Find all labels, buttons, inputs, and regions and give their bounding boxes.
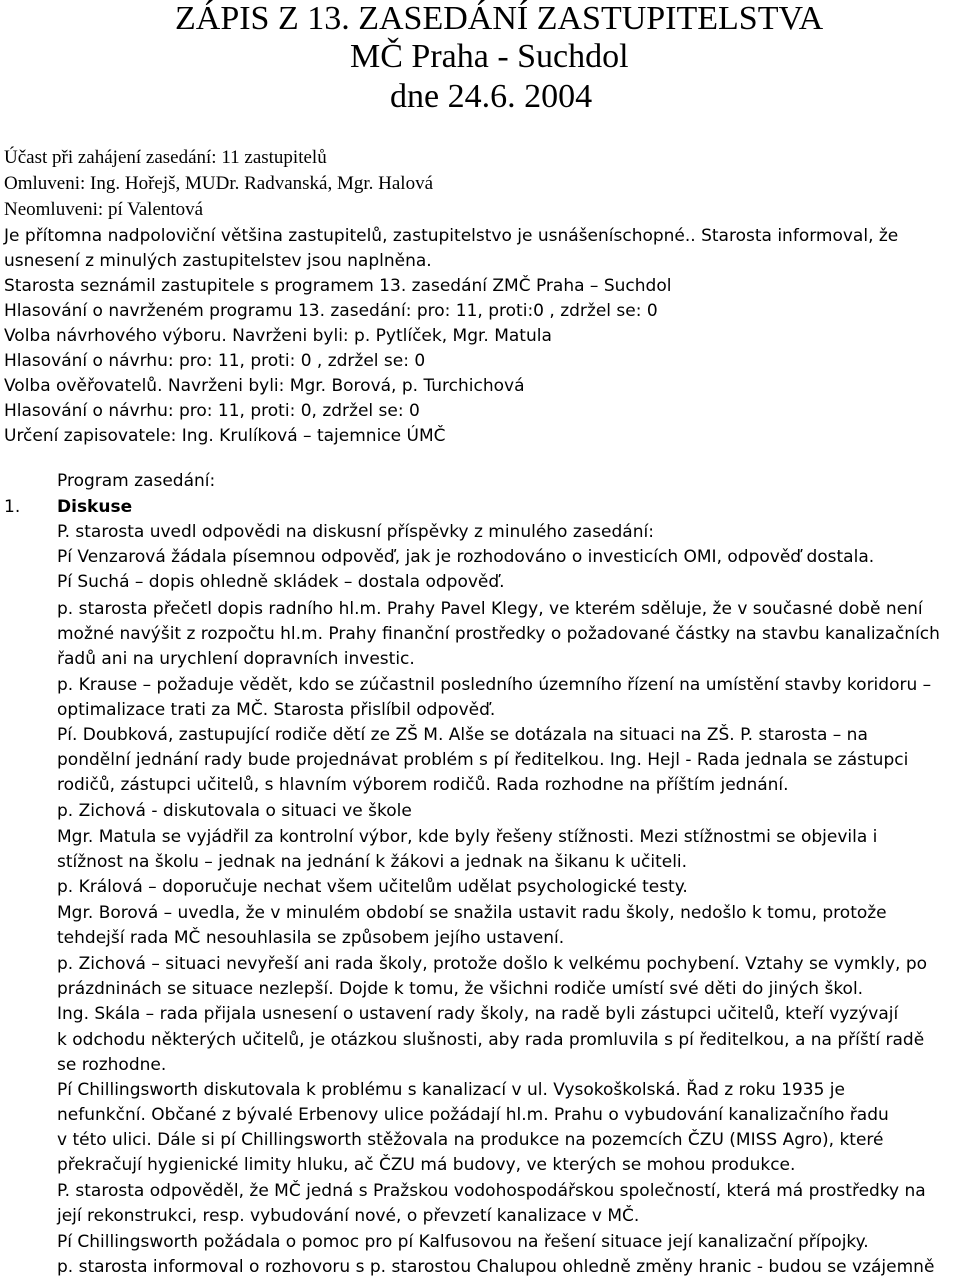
committee-election-line: Volba návrhového výboru. Navrženi byli: p. Pytlíček, Mgr. Matula [4, 326, 552, 346]
body-line: P. starosta uvedl odpovědi na diskusní příspěvky z minulého zasedání: [57, 522, 654, 542]
recorder-line: Určení zapisovatele: Ing. Krulíková – tajemnice ÚMČ [4, 426, 446, 446]
body-line: p. Zichová – situaci nevyřeší ani rada školy, protože došlo k velkému pochybení. Vztahy se vymkly, po [57, 954, 928, 974]
body-line: Mgr. Matula se vyjádřil za kontrolní výbor, kde byly řešeny stížnosti. Mezi stížnostmi se objevila i [57, 827, 878, 847]
title-line-1: ZÁPIS Z 13. ZASEDÁNÍ ZASTUPITELSTVA [175, 0, 824, 37]
body-line: p. starosta informoval o rozhovoru s p. starostou Chalupou ohledně změny hranic - budou se vzájemně [57, 1257, 935, 1277]
excused-line: Omluveni: Ing. Hořejš, MUDr. Radvanská, Mgr. Halová [4, 173, 434, 194]
program-intro-line: Starosta seznámil zastupitele s programem 13. zasedání ZMČ Praha – Suchdol [4, 276, 672, 296]
body-line: Pí. Doubková, zastupující rodiče dětí ze ZŠ M. Alše se dotázala na situaci na ZŠ. P. starosta – na [57, 725, 868, 745]
body-line: Mgr. Borová – uvedla, že v minulém období se snažila ustavit radu školy, nedošlo k tomu, protože [57, 903, 887, 923]
program-vote-line: Hlasování o navrženém programu 13. zasedání: pro: 11, proti:0 , zdržel se: 0 [4, 301, 658, 321]
body-line: P. starosta odpověděl, že MČ jedná s Pražskou vodohospodářskou společností, která má prostředky na [57, 1181, 926, 1201]
unexcused-line: Neomluveni: pí Valentová [4, 199, 204, 220]
quorum-line-cont: usnesení z minulých zastupitelstev jsou naplněna. [4, 251, 432, 271]
body-line: Pí Suchá – dopis ohledně skládek – dostala odpověď. [57, 572, 505, 592]
body-line: p. Krause – požaduje vědět, kdo se zúčastnil posledního územního řízení na umístění stavby koridoru – [57, 675, 932, 695]
body-line: p. Zichová - diskutovala o situaci ve škole [57, 801, 412, 821]
body-line: nefunkční. Občané z bývalé Erbenovy ulice požádají hl.m. Prahu o vybudování kanalizačního řadu [57, 1105, 889, 1125]
body-line: p. Králová – doporučuje nechat všem učitelům udělat psychologické testy. [57, 877, 688, 897]
body-line: se rozhodne. [57, 1055, 167, 1075]
body-line: řadů ani na urychlení dopravních investic. [57, 649, 415, 669]
body-line: Pí Chillingsworth diskutovala k problému s kanalizací v ul. Vysokoškolská. Řad z roku 1935 je [57, 1080, 845, 1100]
body-line: stížnost na školu – jednak na jednání k žákovi a jednak na šikanu k učiteli. [57, 852, 688, 872]
body-line: prázdninách se situace nezlepší. Dojde k tomu, že všichni rodiče umístí své děti do jiných škol. [57, 979, 864, 999]
verifiers-election-line: Volba ověřovatelů. Navrženi byli: Mgr. Borová, p. Turchichová [4, 376, 525, 396]
body-line: rodičů, zástupci učitelů, s hlavním výborem rodičů. Rada rozhodne na příštím jednání. [57, 775, 789, 795]
program-label: Program zasedání: [57, 471, 216, 491]
body-line: v této ulici. Dále si pí Chillingsworth stěžovala na produkce na pozemcích ČZU (MISS Agro), které [57, 1130, 884, 1150]
body-line: Ing. Skála – rada přijala usnesení o ustavení rady školy, na radě byli zástupci učitelů, kteří vyzývají [57, 1004, 899, 1024]
program-item-number: 1. [4, 497, 21, 517]
body-line: překračují hygienické limity hluku, ač ČZU má budovy, ve kterých se mohou produkce. [57, 1155, 796, 1175]
title-line-2: MČ Praha - Suchdol [350, 38, 629, 75]
body-line: její rekonstrukci, resp. vybudování nové, o převzetí kanalizace v MČ. [57, 1206, 640, 1226]
body-line: p. starosta přečetl dopis radního hl.m. Prahy Pavel Klegy, ve kterém sděluje, že v současné době není [57, 599, 923, 619]
committee-vote-line: Hlasování o návrhu: pro: 11, proti: 0 , zdržel se: 0 [4, 351, 426, 371]
body-line: k odchodu některých učitelů, je otázkou slušnosti, aby rada promluvila s pí ředitelkou, a na příští radě [57, 1030, 925, 1050]
verifiers-vote-line: Hlasování o návrhu: pro: 11, proti: 0, zdržel se: 0 [4, 401, 420, 421]
title-line-3: dne 24.6. 2004 [390, 78, 593, 115]
body-line: optimalizace trati za MČ. Starosta přislíbil odpověď. [57, 700, 496, 720]
body-line: Pí Chillingsworth požádala o pomoc pro pí Kalfusovou na řešení situace její kanalizační přípojky. [57, 1232, 869, 1252]
quorum-line: Je přítomna nadpoloviční většina zastupitelů, zastupitelstvo je usnášeníschopné.. Starosta informoval, že [4, 226, 899, 246]
body-line: pondělní jednání rady bude projednávat problém s pí ředitelkou. Ing. Hejl - Rada jednala se zástupci [57, 750, 909, 770]
body-line: možné navýšit z rozpočtu hl.m. Prahy finanční prostředky o požadované částky na stavbu kanalizačních [57, 624, 940, 644]
attendance-line: Účast při zahájení zasedání: 11 zastupitelů [4, 147, 327, 168]
body-line: Pí Venzarová žádala písemnou odpověď, jak je rozhodováno o investicích OMI, odpověď dostala. [57, 547, 875, 567]
body-line: tehdejší rada MČ nesouhlasila se způsobem jejího ustavení. [57, 928, 565, 948]
program-item-title: Diskuse [57, 497, 133, 517]
